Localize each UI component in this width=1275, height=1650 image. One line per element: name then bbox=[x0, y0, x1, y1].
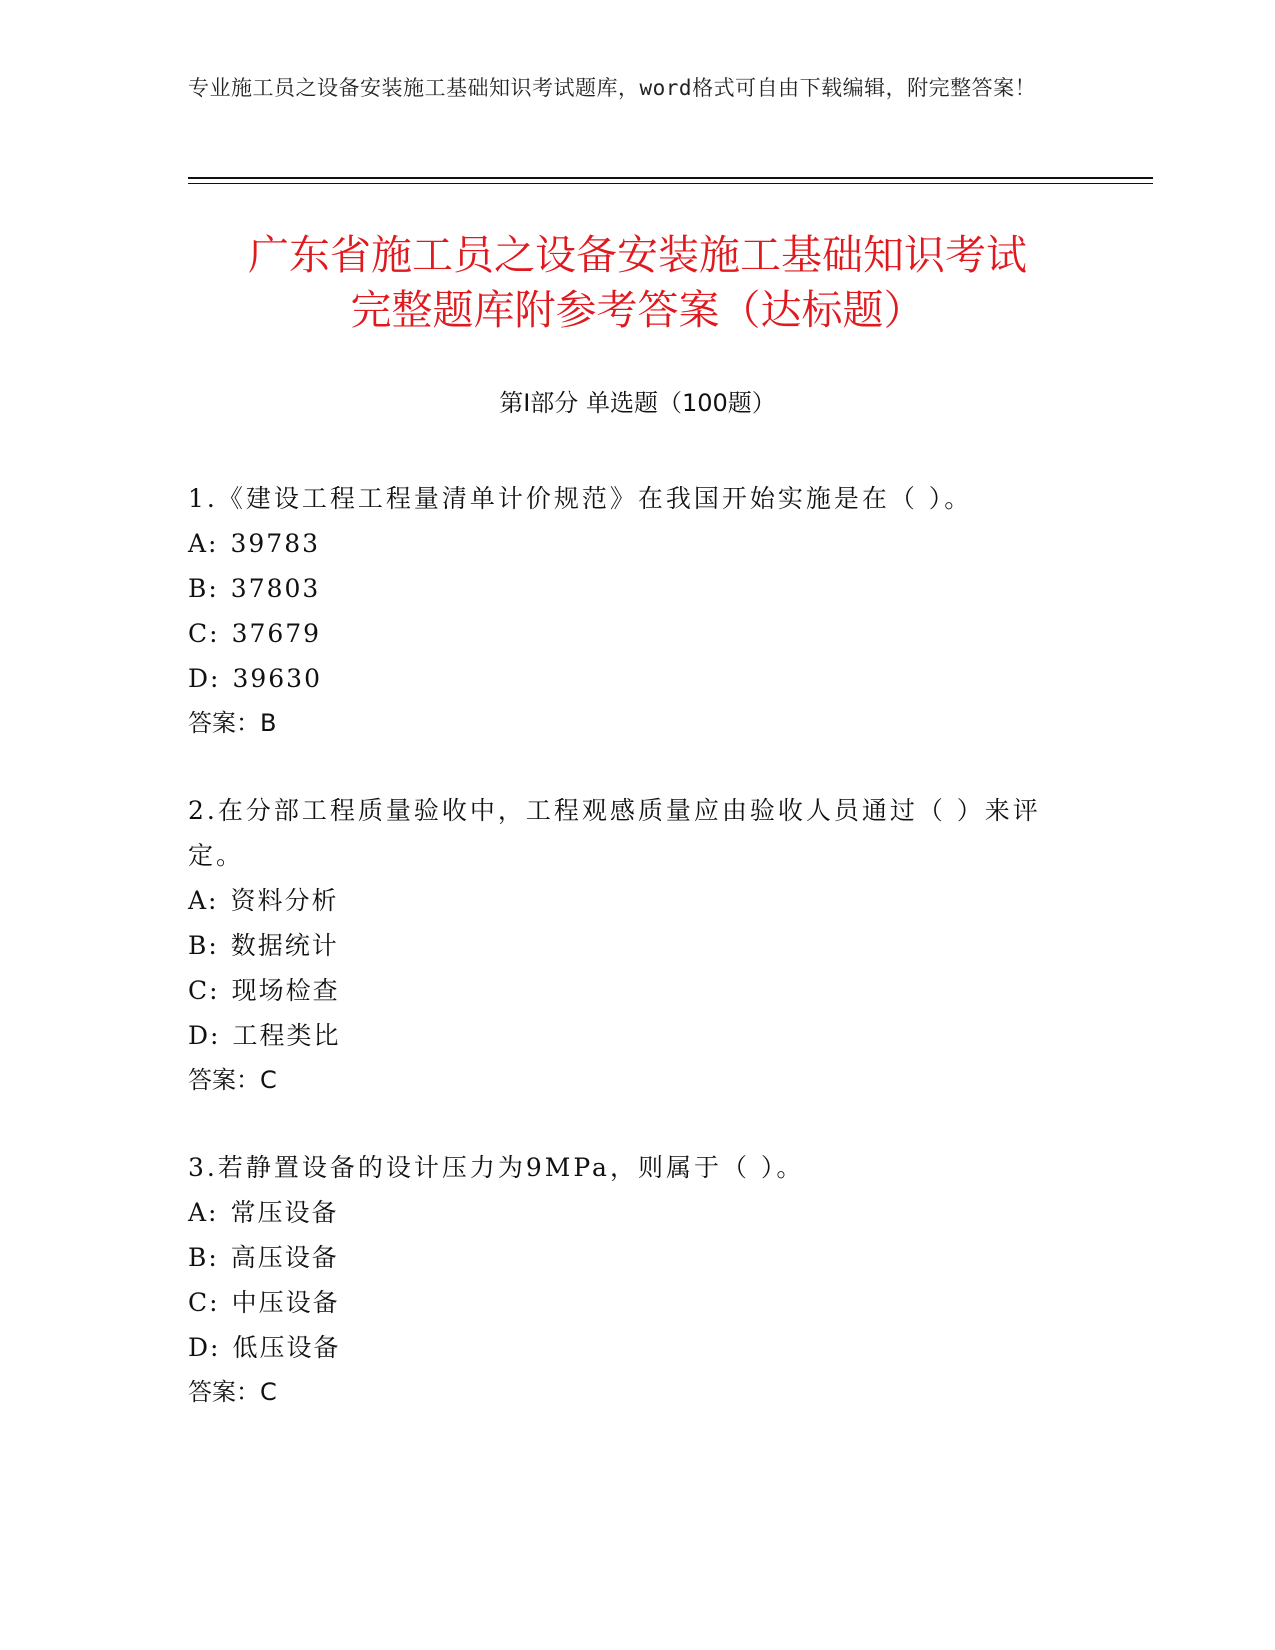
option-d bbox=[188, 1013, 1078, 1058]
option-text: 工程类比 bbox=[232, 1021, 341, 1050]
option-a bbox=[188, 521, 1078, 566]
answer-line: 答案：C bbox=[188, 1066, 277, 1094]
header-rule-thick bbox=[188, 177, 1153, 179]
option-key: B: bbox=[188, 1243, 219, 1272]
option-b bbox=[188, 1235, 1078, 1280]
option-text: 39630 bbox=[232, 664, 322, 693]
question-list bbox=[188, 476, 1078, 1457]
header-note: 专业施工员之设备安装施工基础知识考试题库，word格式可自由下载编辑，附完整答案！ bbox=[188, 76, 1037, 100]
option-key: B: bbox=[188, 931, 219, 960]
option-key: A: bbox=[188, 886, 219, 915]
header-rule-thin bbox=[188, 183, 1153, 184]
option-text: 37803 bbox=[230, 574, 321, 603]
option-key: A: bbox=[188, 529, 219, 558]
title-line-2: 完整题库附参考答案（达标题） bbox=[350, 286, 925, 334]
question-stem: 3.若静置设备的设计压力为9MPa，则属于（ ）。 bbox=[188, 1153, 805, 1182]
option-text: 中压设备 bbox=[231, 1288, 340, 1317]
question-stem: 2.在分部工程质量验收中，工程观感质量应由验收人员通过（ ）来评定。 bbox=[188, 796, 1041, 870]
option-d bbox=[188, 1325, 1078, 1370]
option-key: C: bbox=[188, 1288, 220, 1317]
option-c bbox=[188, 1280, 1078, 1325]
option-text: 现场检查 bbox=[231, 976, 340, 1005]
option-c bbox=[188, 968, 1078, 1013]
answer-line: 答案：C bbox=[188, 1378, 277, 1406]
question-3 bbox=[188, 1145, 1078, 1415]
option-text: 数据统计 bbox=[230, 931, 339, 960]
option-key: C: bbox=[188, 619, 220, 648]
answer-line: 答案：B bbox=[188, 709, 277, 737]
option-text: 37679 bbox=[231, 619, 322, 648]
option-a bbox=[188, 878, 1078, 923]
option-a bbox=[188, 1190, 1078, 1235]
option-text: 常压设备 bbox=[230, 1198, 339, 1227]
option-key: D: bbox=[188, 1021, 221, 1050]
title-line-1: 广东省施工员之设备安装施工基础知识考试 bbox=[248, 231, 1027, 279]
option-d bbox=[188, 656, 1078, 701]
option-key: A: bbox=[188, 1198, 219, 1227]
option-text: 高压设备 bbox=[230, 1243, 339, 1272]
option-key: B: bbox=[188, 574, 219, 603]
option-b bbox=[188, 566, 1078, 611]
option-text: 39783 bbox=[230, 529, 321, 558]
question-1 bbox=[188, 476, 1078, 746]
option-text: 低压设备 bbox=[232, 1333, 341, 1362]
option-text: 资料分析 bbox=[230, 886, 339, 915]
section-heading: 第Ⅰ部分 单选题（100题） bbox=[499, 389, 776, 417]
document-title bbox=[150, 228, 1125, 338]
question-stem: 1.《建设工程工程量清单计价规范》在我国开始实施是在（ ）。 bbox=[188, 484, 973, 513]
option-key: D: bbox=[188, 664, 221, 693]
option-key: D: bbox=[188, 1333, 221, 1362]
question-2 bbox=[188, 788, 1078, 1103]
option-c bbox=[188, 611, 1078, 656]
option-key: C: bbox=[188, 976, 220, 1005]
option-b bbox=[188, 923, 1078, 968]
